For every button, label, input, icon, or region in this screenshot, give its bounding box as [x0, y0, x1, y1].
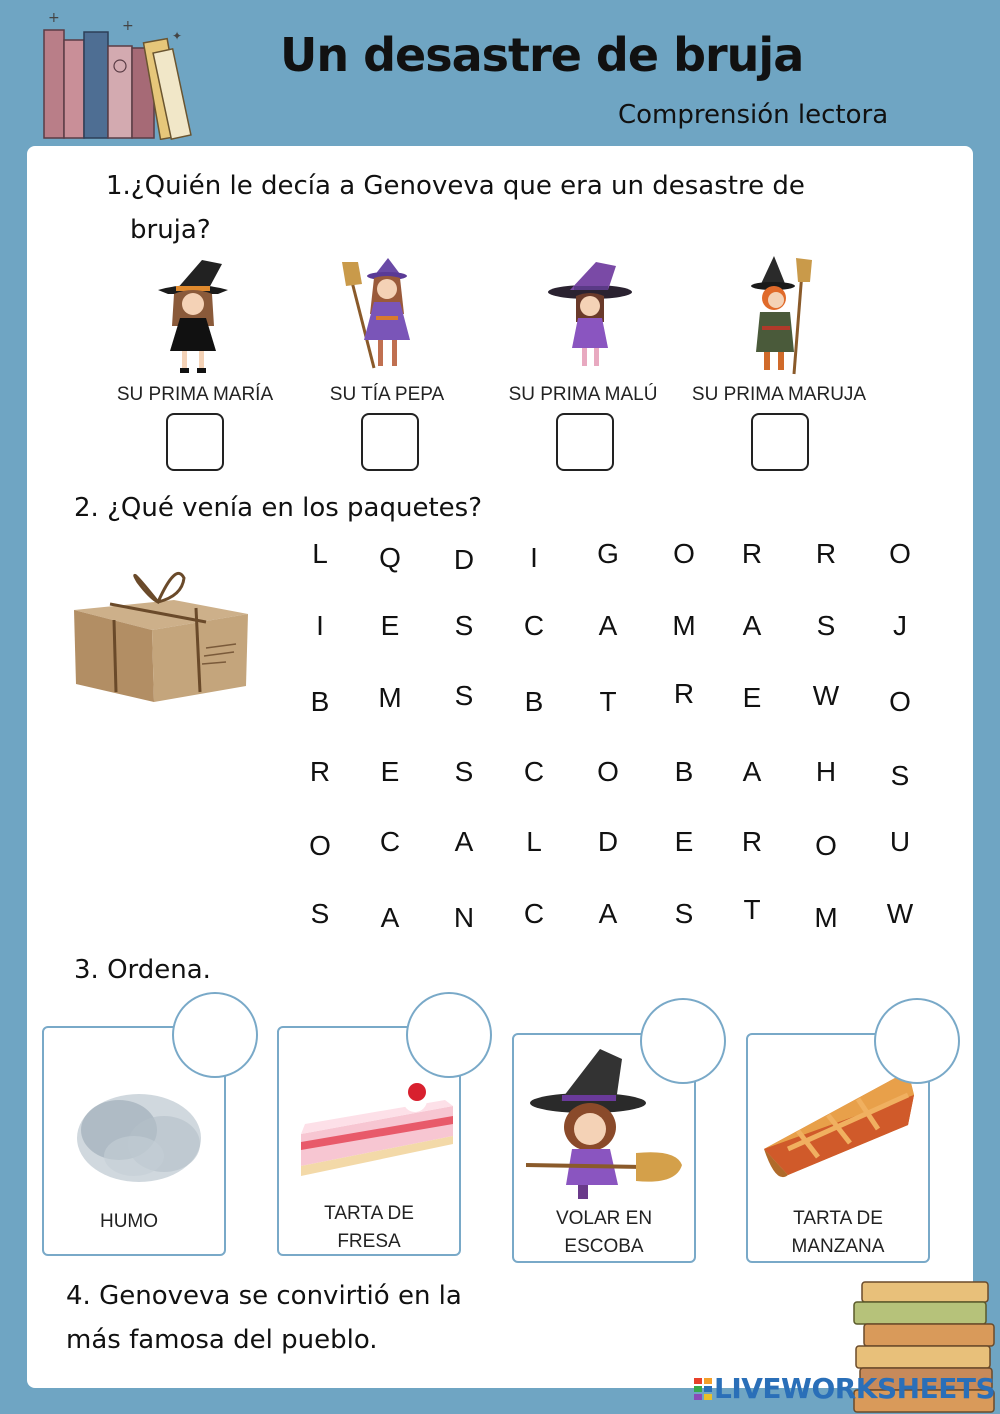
option-label-pepa: SU TÍA PEPA: [329, 384, 445, 405]
svg-text:✦: ✦: [172, 29, 183, 43]
question-2: 2. ¿Qué venía en los paquetes?: [74, 493, 482, 523]
question-3: 3. Ordena.: [74, 955, 211, 985]
grid-letter[interactable]: C: [523, 610, 545, 641]
grid-letter[interactable]: S: [454, 756, 474, 787]
grid-letter[interactable]: B: [524, 686, 544, 717]
question-1-line1: 1.¿Quién le decía a Genoveva que era un desastre de: [106, 171, 805, 201]
grid-letter[interactable]: A: [454, 826, 474, 857]
witch-maria-image: [148, 256, 238, 376]
svg-text:+: +: [48, 10, 60, 26]
grid-letter[interactable]: D: [597, 826, 619, 857]
watermark-text: LIVEWORKSHEETS: [714, 1372, 996, 1405]
order-number-circle-1[interactable]: [172, 992, 258, 1078]
grid-letter[interactable]: I: [316, 610, 324, 641]
grid-letter[interactable]: A: [598, 610, 618, 641]
page-subtitle: Comprensión lectora: [618, 100, 889, 130]
order-label-volar-line1: VOLAR EN: [555, 1208, 653, 1229]
grid-letter[interactable]: E: [380, 610, 400, 641]
option-label-maruja: SU PRIMA MARUJA: [691, 384, 867, 405]
liveworksheets-logo-icon: [694, 1378, 712, 1400]
grid-letter[interactable]: O: [597, 756, 619, 787]
grid-letter[interactable]: T: [599, 686, 617, 717]
grid-letter[interactable]: N: [453, 902, 475, 933]
grid-letter[interactable]: R: [673, 678, 695, 709]
grid-letter[interactable]: S: [816, 610, 836, 641]
grid-letter[interactable]: J: [893, 610, 907, 641]
grid-letter[interactable]: S: [890, 760, 910, 791]
grid-letter[interactable]: G: [597, 538, 619, 569]
witch-pepa-image: [340, 256, 430, 376]
witch-maruja-image: [740, 256, 830, 376]
order-label-fresa-line2: FRESA: [337, 1231, 401, 1252]
grid-letter[interactable]: S: [454, 610, 474, 641]
grid-letter[interactable]: L: [312, 538, 328, 569]
order-label-humo-line1: HUMO: [99, 1211, 159, 1232]
grid-letter[interactable]: H: [815, 756, 837, 787]
grid-letter[interactable]: D: [453, 544, 475, 575]
watermark: [694, 1372, 995, 1405]
grid-letter[interactable]: M: [814, 902, 838, 933]
grid-letter[interactable]: E: [380, 756, 400, 787]
svg-text:+: +: [122, 18, 134, 34]
grid-letter[interactable]: B: [674, 756, 694, 787]
grid-letter[interactable]: Q: [379, 542, 401, 573]
grid-letter[interactable]: E: [674, 826, 694, 857]
strawberry-cake-image: [295, 1072, 455, 1192]
grid-letter[interactable]: A: [742, 756, 762, 787]
grid-letter[interactable]: C: [379, 826, 401, 857]
grid-letter[interactable]: T: [743, 894, 761, 925]
grid-letter[interactable]: C: [523, 756, 545, 787]
order-number-circle-3[interactable]: [640, 998, 726, 1084]
page-title: Un desastre de bruja: [280, 28, 804, 82]
order-label-manzana-line2: MANZANA: [791, 1236, 885, 1257]
grid-letter[interactable]: O: [889, 538, 911, 569]
grid-letter[interactable]: A: [742, 610, 762, 641]
grid-letter[interactable]: O: [673, 538, 695, 569]
question-4: [66, 1274, 536, 1362]
grid-letter[interactable]: R: [309, 756, 331, 787]
question-4-line2: más famosa del pueblo.: [66, 1325, 378, 1355]
apple-pie-image: [758, 1065, 918, 1195]
answer-box-pepa[interactable]: [361, 413, 419, 471]
question-1-line2: bruja?: [130, 215, 211, 245]
grid-letter[interactable]: M: [378, 682, 402, 713]
order-number-circle-4[interactable]: [874, 998, 960, 1084]
option-label-malu: SU PRIMA MALÚ: [508, 384, 658, 405]
answer-box-maruja[interactable]: [751, 413, 809, 471]
grid-letter[interactable]: L: [526, 826, 542, 857]
grid-letter[interactable]: S: [454, 680, 474, 711]
answer-box-maria[interactable]: [166, 413, 224, 471]
grid-letter[interactable]: O: [309, 830, 331, 861]
grid-letter[interactable]: C: [523, 898, 545, 929]
grid-letter[interactable]: R: [815, 538, 837, 569]
grid-letter[interactable]: U: [889, 826, 911, 857]
word-search-grid: [310, 520, 970, 950]
grid-letter[interactable]: R: [741, 538, 763, 569]
grid-letter[interactable]: R: [741, 826, 763, 857]
question-1: [106, 164, 906, 252]
order-label-fresa-line1: TARTA DE: [324, 1203, 414, 1224]
parcel-image: [66, 552, 256, 722]
grid-letter[interactable]: E: [742, 682, 762, 713]
grid-letter[interactable]: A: [598, 898, 618, 929]
grid-letter[interactable]: I: [530, 542, 538, 573]
grid-letter[interactable]: O: [815, 830, 837, 861]
order-label-volar-line2: ESCOBA: [564, 1236, 644, 1257]
grid-letter[interactable]: S: [674, 898, 694, 929]
grid-letter[interactable]: M: [672, 610, 696, 641]
grid-letter[interactable]: A: [380, 902, 400, 933]
grid-letter[interactable]: W: [812, 680, 840, 711]
books-illustration: [38, 10, 198, 140]
order-number-circle-2[interactable]: [406, 992, 492, 1078]
grid-letter[interactable]: S: [310, 898, 330, 929]
answer-box-malu[interactable]: [556, 413, 614, 471]
grid-letter[interactable]: W: [886, 898, 914, 929]
option-label-maria: SU PRIMA MARÍA: [116, 384, 274, 405]
witch-malu-image: [546, 256, 636, 376]
question-4-line1: 4. Genoveva se convirtió en la: [66, 1281, 462, 1311]
order-label-manzana-line1: TARTA DE: [793, 1208, 883, 1229]
grid-letter[interactable]: O: [889, 686, 911, 717]
smoke-image: [64, 1078, 214, 1198]
grid-letter[interactable]: B: [310, 686, 330, 717]
